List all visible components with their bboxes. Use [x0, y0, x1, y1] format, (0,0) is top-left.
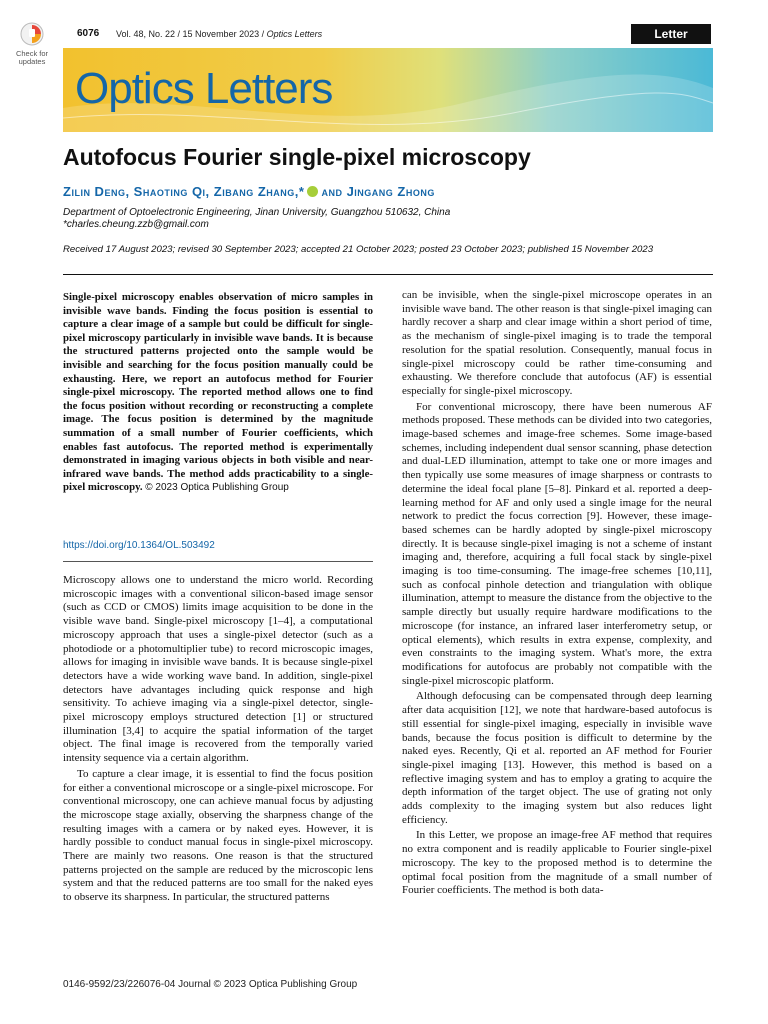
journal-title: Optics Letters: [75, 64, 333, 113]
page-number: 6076: [77, 28, 100, 39]
page-footer: 0146-9592/23/226076-04 Journal © 2023 Optica Publishing Group: [63, 979, 358, 990]
paragraph: For conventional microscopy, there have been numerous AF methods proposed. These methods can be divided into two categories, image-based schemes and image-free schemes. Some image-based schemes, including independent dual sensor scanning, phase detection and dual-LED illumination, attempt to take one or more images and then typically use some measures of image sharpness or contrasts to determine the ideal focal plane [5–8]. Pinkard et al. reported a deep-learning method for AF and only used a single image for the neural network to predict the focus correction [9]. However, these image-based schemes can be hardly adopted by single-pixel microscopy directly. It is because single-pixel imaging is not a scheme of instant imaging and, therefore, acquiring a full focal stack by single-pixel imaging is too time-consuming. The image-free schemes [10,11], such as confocal pinhole detection and triangulation with oblique illumination, attempt to measure the distance from the objective to the sample directly but usually require hardware modifications to the microscope (for instance, an infrared laser interferometry setup, or optical elements), which results in extra expense, complexity, and even constraints to the imaging system. What's more, the extra modifications for autofocus are probably not compatible with the single-pixel microscopic platform.: [402, 400, 712, 687]
paragraph: Although defocusing can be compensated through deep learning after data acquisition [12], we note that hardware-based autofocus is still essential for single-pixel imaging, especially in invisible wave bands, because the focus position is difficult to determine by the naked eyes. Recently, Qi et al. reported an AF method for Fourier single-pixel imaging [13]. However, this method is based on a reflective imaging system and has to employ a grating to acquire the depth information of the target object. The use of grating not only adds complexity to the imaging system but also reduces light efficiency.: [402, 690, 712, 826]
check-for-updates-label: Check for updates: [15, 49, 49, 66]
body-column-right: [402, 289, 712, 898]
affiliation: Department of Optoelectronic Engineering, Jinan University, Guangzhou 510632, China *charles.cheung.zzb@gmail.com: [63, 207, 451, 230]
copyright-notice: © 2023 Optica Publishing Group: [145, 482, 289, 494]
paragraph: can be invisible, when the single-pixel microscope operates in an invisible wave band. The other reason is that single-pixel imaging can hardly recover a sharp and clear image within a short period of time, as the mechanism of single-pixel imaging is to trade the temporal resolution for the spatial resolution. Consequently, manual focus in single-pixel microscopy could be rather time-consuming and exhausting. We therefore conclude that autofocus (AF) is essential especially for single-pixel microscopy.: [402, 289, 712, 397]
abstract: Single-pixel microscopy enables observation of micro samples in invisible wave bands. Finding the focus position is essential to capture a clear image of a sample but could be difficult for single-pixel microscopy particularly in invisible wave bands. It is because the structured patterns projected onto the sample would be invisible and searching for the focus position manually could be exhausting. Here, we report an autofocus method for Fourier single-pixel microscopy. The reported method allows one to find the focus position without recording or reconstructing a complete image. The focus position is determined by the magnitude summation of a small number of Fourier coefficients, which enables fast autofocus. The reported method is experimentally demonstrated in imaging various objects in both visible and near-infrared wave bands. The method adds practicability to a single-pixel microscopy. © 2023 Optica Publishing Group: [63, 291, 373, 494]
doi-link[interactable]: https://doi.org/10.1364/OL.503492: [63, 540, 215, 551]
paragraph: To capture a clear image, it is essential to find the focus position for either a conventional microscope or a single-pixel microscope. For conventional microscopy, one can achieve manual focus by adjusting the microscope stage axially, observing the sharpness change of the resulting images with a camera or by naked eyes. However, it is hardly possible to conduct manual focus in single-pixel microscopy. There are mainly two reasons. One reason is that the structured patterns projected on the sample are reduced by the microscopic lens system and that the reduced patterns are too small for the naked eyes to observe its sharpness. In particular, the structured patterns: [63, 767, 373, 904]
paragraph: Microscopy allows one to understand the micro world. Recording microscopic images with a conventional silicon-based image sensor (such as CCD or CMOS) limits image acquisition to be done in the visible wave band. Single-pixel microscopy [1–4], a computational microscopy approach that uses a single-pixel detector (such as a photodiode or a photomultiplier tube) to record microscopic images, allows for imaging in invisible wave bands. It is because single-pixel detectors have a wide working wave band. In addition, single-pixel detectors have advantages including quick response and high sensitivity. To achieve imaging via a single-pixel detector, single-pixel microscopy employs structured detection [1] or structured illumination [3,4] to acquire the spatial information of the target object. The final image is recovered from the temporally varied intensity sequence via a certain algorithm.: [63, 574, 373, 765]
check-for-updates-icon: [20, 22, 44, 48]
check-for-updates-badge[interactable]: [14, 22, 50, 66]
author-email[interactable]: *charles.cheung.zzb@gmail.com: [63, 219, 209, 230]
running-header: [63, 26, 703, 44]
article-title: Autofocus Fourier single-pixel microscopy: [63, 144, 531, 170]
paragraph: In this Letter, we propose an image-free AF method that requires no extra component and is readily applicable to Fourier single-pixel microscopy. The key to the proposed method is to determine the optimal focal position from the magnitude of a small number of Fourier coefficients. The method is both data-: [402, 829, 712, 897]
body-column-left: [63, 574, 373, 905]
header-divider: [63, 274, 713, 275]
journal-banner: [63, 48, 713, 132]
author-list: Zilin Deng, Shaoting Qi, Zibang Zhang,* and Jingang Zhong: [63, 184, 435, 199]
orcid-icon[interactable]: [307, 186, 318, 197]
volume-info: Vol. 48, No. 22 / 15 November 2023 / Optics Letters: [116, 29, 323, 39]
publication-dates: Received 17 August 2023; revised 30 September 2023; accepted 21 October 2023; posted 23 October 2023; published 15 November 2023: [63, 244, 654, 255]
abstract-divider: [63, 561, 373, 562]
article-type-tab: Letter: [631, 24, 711, 44]
